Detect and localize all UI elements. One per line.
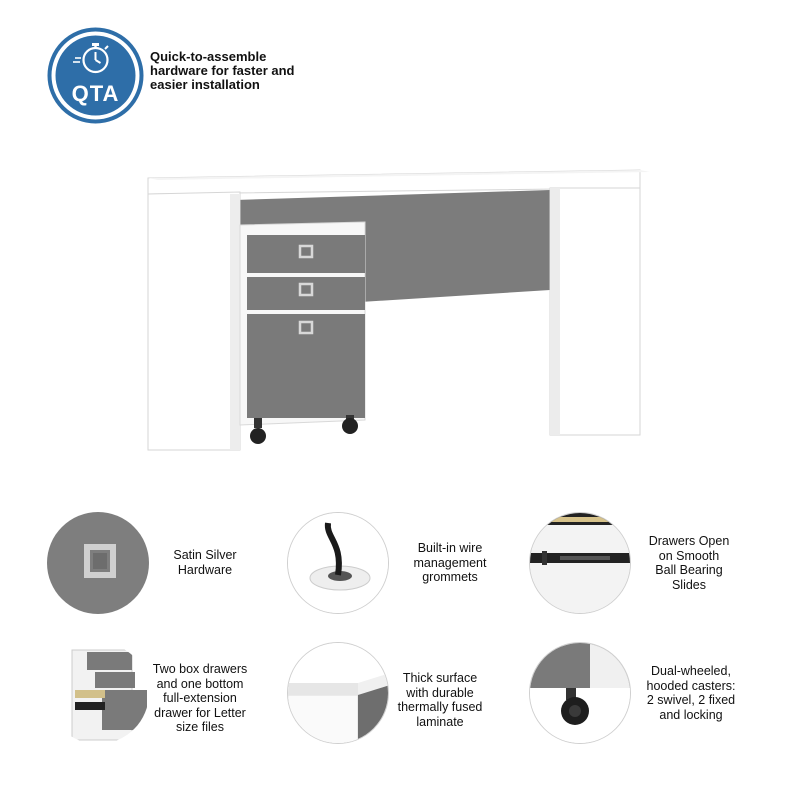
feature-label-casters: Dual-wheeled, hooded casters: 2 swivel, 2 fixed and locking (646, 664, 736, 722)
desk-product-image (140, 160, 660, 460)
feature-grommet-image (287, 512, 389, 614)
qta-description: Quick-to-assemble hardware for faster and easier installation (150, 49, 295, 92)
feature-label-slides: Drawers Open on Smooth Ball Bearing Slides (648, 534, 730, 592)
stopwatch-icon (47, 27, 144, 124)
feature-surface-image (287, 642, 389, 744)
feature-label-grommets: Built-in wire management grommets (413, 541, 487, 584)
feature-label-hardware: Satin Silver Hardware (173, 548, 237, 577)
qta-badge (47, 27, 144, 124)
feature-label-surface: Thick surface with durable thermally fused laminate (397, 671, 483, 729)
qta-label: QTA (71, 81, 120, 106)
feature-drawers-image (47, 642, 149, 744)
feature-casters-image (529, 642, 631, 744)
feature-label-drawers: Two box drawers and one bottom full-extension drawer for Letter size files (152, 662, 248, 734)
feature-slides-image (529, 512, 631, 614)
feature-hardware-image (47, 512, 149, 614)
